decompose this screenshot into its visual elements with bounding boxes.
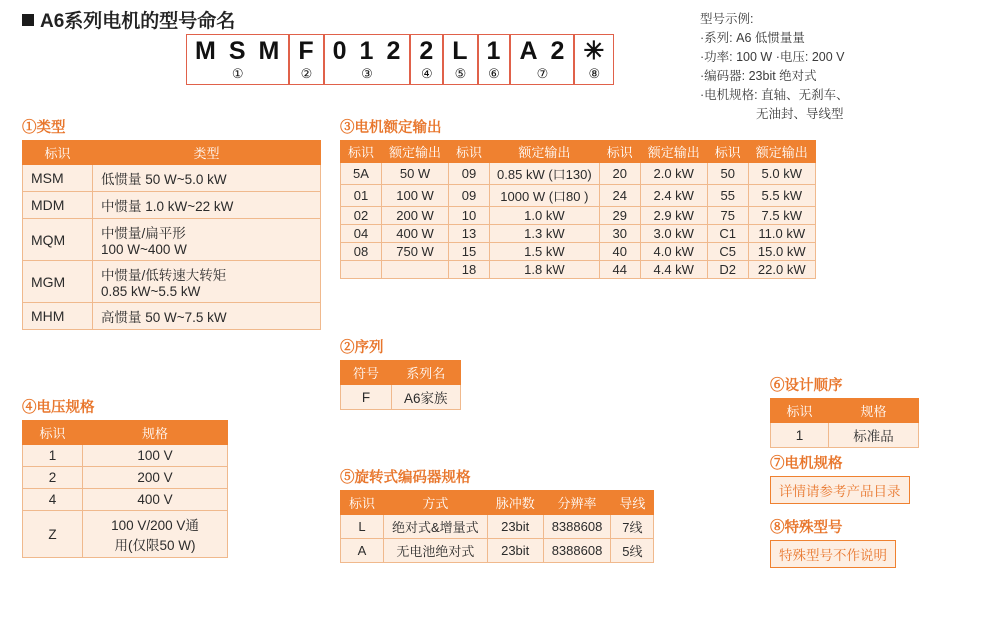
column-header: 方式 [384, 491, 488, 515]
code-group-index: ⑦ [536, 66, 549, 81]
code-group-index: ⑧ [588, 66, 601, 81]
table-cell: 2.4 kW [640, 185, 707, 207]
table-cell: 8388608 [543, 539, 611, 563]
table-cell: 4.0 kW [640, 243, 707, 261]
section-special-model [770, 516, 896, 568]
rated-output-table-wrap [340, 140, 1005, 279]
table-row [23, 219, 321, 261]
table-cell: 中惯量/低转速大转矩 0.85 kW~5.5 kW [93, 261, 321, 303]
table-cell: 1.3 kW [490, 225, 600, 243]
table-cell: 4.4 kW [640, 261, 707, 279]
table-cell: 18 [449, 261, 490, 279]
table-cell: 40 [599, 243, 640, 261]
example-line-4: ·电机规格: 直轴、无刹车、 [700, 88, 849, 102]
code-char: 2 [550, 36, 566, 65]
bullet-square-icon [22, 14, 34, 26]
table-header-row [23, 141, 321, 165]
table-cell: 中惯量 1.0 kW~22 kW [93, 192, 321, 219]
code-group-index: ② [300, 66, 313, 81]
table-cell: Z [23, 511, 83, 558]
column-header: 标识 [449, 141, 490, 163]
table-cell: A [341, 539, 384, 563]
section-rated-output-table [340, 140, 816, 279]
table-row [23, 192, 321, 219]
code-char: ✳ [583, 37, 606, 65]
code-char: 2 [386, 36, 402, 65]
table-row [23, 261, 321, 303]
code-chars [513, 35, 571, 67]
example-line-5: 无油封、导线型 [756, 107, 844, 121]
table-cell: L [341, 515, 384, 539]
section-series-table [340, 360, 461, 410]
table-cell: 55 [707, 185, 748, 207]
table-cell: 绝对式&增量式 [384, 515, 488, 539]
table-cell: 1.0 kW [490, 207, 600, 225]
code-group-index: ④ [420, 66, 433, 81]
table-cell: 1000 W (口80 ) [490, 185, 600, 207]
code-group-7 [510, 34, 574, 85]
section-type [22, 116, 321, 330]
section-design-order-label: ⑥设计顺序 [770, 378, 843, 394]
table-body [23, 421, 228, 558]
example-line-2: ·功率: 100 W ·电压: 200 V [700, 50, 845, 64]
table-header-row [341, 491, 654, 515]
table-cell: 15 [449, 243, 490, 261]
table-cell: 23bit [487, 515, 543, 539]
code-group-8 [574, 34, 614, 85]
table-cell: 1.5 kW [490, 243, 600, 261]
table-header-row [341, 361, 461, 385]
table-cell: F [341, 385, 392, 410]
section-motor-spec [770, 452, 910, 504]
table-row [341, 515, 654, 539]
table-row [341, 185, 816, 207]
table-cell: 75 [707, 207, 748, 225]
column-header: 符号 [341, 361, 392, 385]
example-heading: 型号示例: [700, 12, 754, 26]
section-series [340, 336, 461, 410]
table-header-row [341, 141, 816, 163]
column-header: 标识 [707, 141, 748, 163]
table-cell: 1 [771, 423, 829, 448]
table-cell: 2.9 kW [640, 207, 707, 225]
table-cell: 5.5 kW [748, 185, 815, 207]
table-header-row [23, 421, 228, 445]
section-special-model-label: ⑧特殊型号 [770, 520, 843, 536]
code-chars [292, 35, 320, 67]
table-cell: MHM [23, 303, 93, 330]
column-header: 标识 [771, 399, 829, 423]
table-row [341, 385, 461, 410]
section-special-model-note: 特殊型号不作说明 [770, 540, 896, 568]
table-row [23, 511, 228, 558]
code-group-1 [186, 34, 289, 85]
code-char: 2 [419, 36, 435, 65]
column-header: 系列名 [392, 361, 461, 385]
table-cell: 2 [23, 467, 83, 489]
column-header: 导线 [611, 491, 654, 515]
code-chars [481, 35, 508, 67]
table-cell: A6家族 [392, 385, 461, 410]
column-header: 类型 [93, 141, 321, 165]
code-chars [577, 35, 611, 67]
section-design-order [770, 374, 919, 448]
table-cell: 09 [449, 185, 490, 207]
table-cell: 100 V [83, 445, 228, 467]
code-char: M [195, 36, 217, 65]
section-rated-output [340, 116, 1005, 279]
table-cell: 8388608 [543, 515, 611, 539]
section-voltage-table [22, 420, 228, 558]
table-cell: C1 [707, 225, 748, 243]
model-code-string [186, 34, 614, 85]
table-row [341, 539, 654, 563]
table-cell: 高惯量 50 W~7.5 kW [93, 303, 321, 330]
column-header: 规格 [829, 399, 919, 423]
table-cell: 29 [599, 207, 640, 225]
table-cell: 04 [341, 225, 382, 243]
table-row [341, 163, 816, 185]
section-voltage-label: ④电压规格 [22, 400, 95, 416]
code-char: 1 [359, 36, 375, 65]
section-design-order-table [770, 398, 919, 448]
section-series-label: ②序列 [340, 340, 384, 356]
table-cell: MQM [23, 219, 93, 261]
column-header: 额定输出 [490, 141, 600, 163]
section-motor-spec-note: 详情请参考产品目录 [770, 476, 910, 504]
column-header: 标识 [341, 141, 382, 163]
section-type-table [22, 140, 321, 330]
code-group-6 [478, 34, 511, 85]
table-cell: 50 W [382, 163, 449, 185]
section-voltage [22, 396, 228, 558]
table-body [341, 361, 461, 410]
table-cell: 5A [341, 163, 382, 185]
table-body [341, 491, 654, 563]
table-cell: 无电池绝对式 [384, 539, 488, 563]
table-row [341, 261, 816, 279]
table-cell: 1 [23, 445, 83, 467]
table-cell: 低惯量 50 W~5.0 kW [93, 165, 321, 192]
column-header: 标识 [341, 491, 384, 515]
code-group-3 [324, 34, 411, 85]
table-row [771, 423, 919, 448]
table-row [23, 303, 321, 330]
table-row [23, 445, 228, 467]
code-group-index: ① [231, 66, 244, 81]
table-cell: 3.0 kW [640, 225, 707, 243]
table-row [341, 207, 816, 225]
table-cell: 100 V/200 V通 用(仅限50 W) [83, 511, 228, 558]
table-cell: MSM [23, 165, 93, 192]
code-group-index: ⑥ [488, 66, 500, 81]
section-encoder-label: ⑤旋转式编码器规格 [340, 470, 471, 486]
page-title-text: A6系列电机的型号命名 [40, 11, 236, 32]
table-cell [382, 261, 449, 279]
table-header-row [771, 399, 919, 423]
table-cell: 4 [23, 489, 83, 511]
table-cell: 0.85 kW (口130) [490, 163, 600, 185]
table-row [341, 225, 816, 243]
table-cell: 5线 [611, 539, 654, 563]
table-cell: 1.8 kW [490, 261, 600, 279]
section-encoder-table [340, 490, 654, 563]
table-cell: 22.0 kW [748, 261, 815, 279]
table-cell: 100 W [382, 185, 449, 207]
table-cell: MDM [23, 192, 93, 219]
code-group-index: ③ [361, 66, 373, 81]
table-body [23, 141, 321, 330]
table-cell: 10 [449, 207, 490, 225]
table-cell: D2 [707, 261, 748, 279]
table-cell: 50 [707, 163, 748, 185]
table-cell: 中惯量/扁平形 100 W~400 W [93, 219, 321, 261]
table-cell: 2.0 kW [640, 163, 707, 185]
table-row [23, 467, 228, 489]
table-cell [341, 261, 382, 279]
code-group-index: ⑤ [454, 66, 467, 81]
table-cell: 400 W [382, 225, 449, 243]
code-group-2 [289, 34, 323, 85]
section-type-label: ①类型 [22, 120, 66, 136]
table-cell: 15.0 kW [748, 243, 815, 261]
table-cell: 09 [449, 163, 490, 185]
table-cell: 01 [341, 185, 382, 207]
table-cell: 200 V [83, 467, 228, 489]
table-row [23, 165, 321, 192]
table-cell: 750 W [382, 243, 449, 261]
table-cell: 20 [599, 163, 640, 185]
model-example-block [700, 10, 849, 124]
table-cell: C5 [707, 243, 748, 261]
table-cell: 11.0 kW [748, 225, 815, 243]
column-header: 标识 [23, 421, 83, 445]
column-header: 规格 [83, 421, 228, 445]
table-cell: 30 [599, 225, 640, 243]
column-header: 脉冲数 [487, 491, 543, 515]
table-body [771, 399, 919, 448]
example-line-3: ·编码器: 23bit 绝对式 [700, 69, 817, 83]
code-char: F [298, 36, 315, 65]
table-cell: MGM [23, 261, 93, 303]
code-char: S [228, 36, 247, 65]
table-cell: 400 V [83, 489, 228, 511]
table-cell: 200 W [382, 207, 449, 225]
code-char: 1 [486, 36, 502, 65]
section-rated-output-label: ③电机额定输出 [340, 120, 442, 136]
code-group-5 [443, 34, 477, 85]
column-header: 分辨率 [543, 491, 611, 515]
table-row [341, 243, 816, 261]
table-body [341, 141, 816, 279]
code-chars [327, 35, 408, 67]
column-header: 额定输出 [382, 141, 449, 163]
table-cell: 02 [341, 207, 382, 225]
example-line-1: ·系列: A6 低惯量量 [700, 31, 805, 45]
code-chars [446, 35, 474, 67]
table-cell: 23bit [487, 539, 543, 563]
table-cell: 24 [599, 185, 640, 207]
table-cell: 13 [449, 225, 490, 243]
table-cell: 7.5 kW [748, 207, 815, 225]
code-char: L [452, 36, 469, 65]
table-cell: 标准品 [829, 423, 919, 448]
table-row [23, 489, 228, 511]
code-chars [413, 35, 440, 67]
column-header: 额定输出 [640, 141, 707, 163]
code-chars [189, 35, 286, 67]
section-motor-spec-label: ⑦电机规格 [770, 456, 843, 472]
table-cell: 08 [341, 243, 382, 261]
section-encoder [340, 466, 654, 563]
table-cell: 44 [599, 261, 640, 279]
table-cell: 5.0 kW [748, 163, 815, 185]
column-header: 标识 [599, 141, 640, 163]
code-char: A [519, 36, 539, 65]
code-char: M [258, 36, 281, 65]
column-header: 额定输出 [748, 141, 815, 163]
column-header: 标识 [23, 141, 93, 165]
page-title [22, 6, 235, 33]
code-group-4 [410, 34, 443, 85]
table-cell: 7线 [611, 515, 654, 539]
code-char: 0 [332, 36, 348, 65]
